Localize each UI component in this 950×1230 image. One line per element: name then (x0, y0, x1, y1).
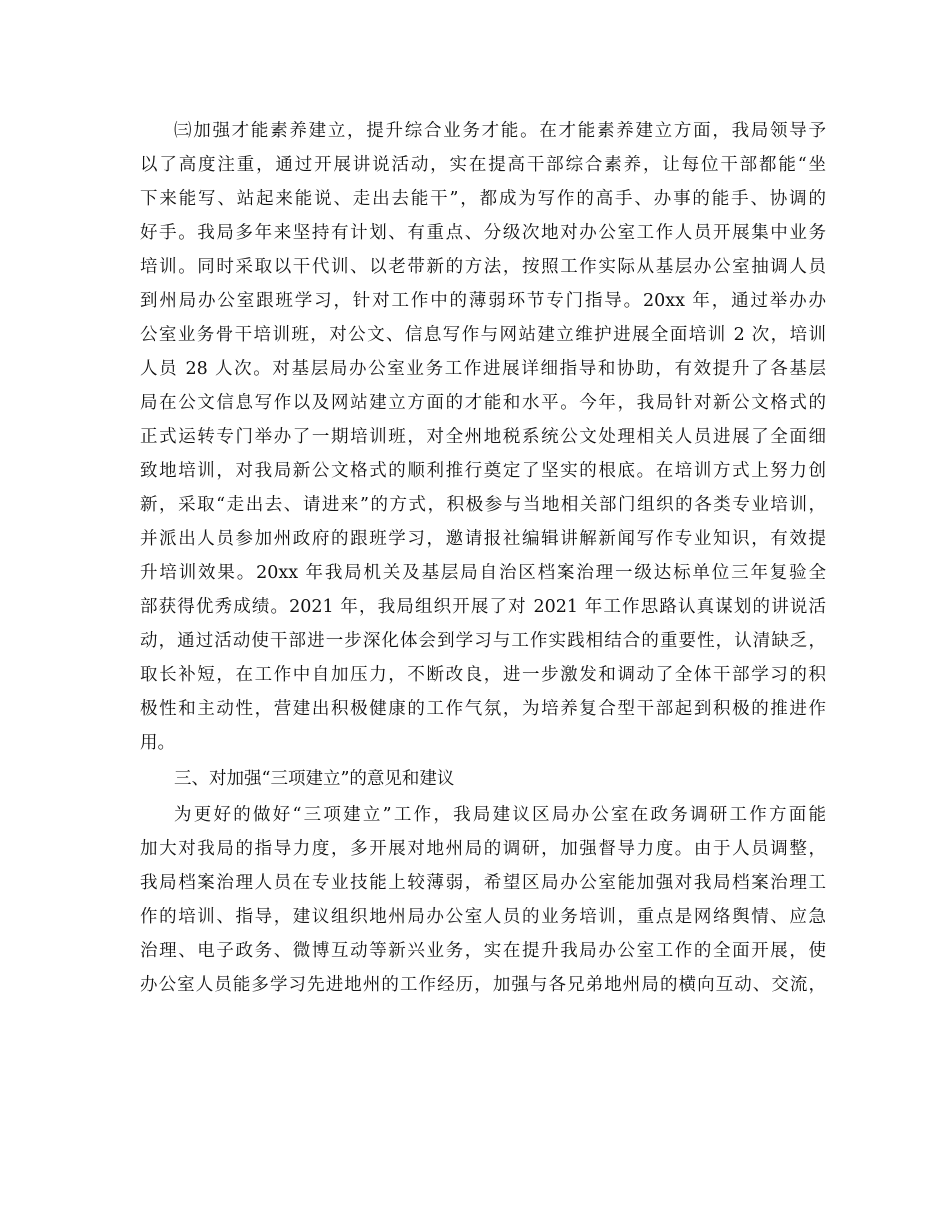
paragraph-1-line-14: 升培训效果。20xx 年我局机关及基层局自治区档案治理一级达标单位三年复验全 (140, 563, 826, 583)
paragraph-1-line-6: 到州局办公室跟班学习，针对工作中的薄弱环节专门指导。20xx 年，通过举办办 (140, 291, 826, 311)
paragraph-1-line-19: 用。 (140, 733, 175, 753)
paragraph-1-line-11: 致地培训，对我局新公文格式的顺利推行奠定了坚实的根底。在培训方式上努力创 (140, 461, 826, 481)
paragraph-1-line-13: 并派出人员参加州政府的跟班学习，邀请报社编辑讲解新闻写作专业知识，有效提 (140, 529, 826, 549)
paragraph-2-line-5: 治理、电子政务、微博互动等新兴业务，实在提升我局办公室工作的全面开展，使 (140, 941, 826, 961)
paragraph-1-line-18: 极性和主动性，营建出积极健康的工作气氛，为培养复合型干部起到积极的推进作 (140, 699, 826, 719)
paragraph-1-line-3: 下来能写、站起来能说、走出去能干”，都成为写作的高手、办事的能手、协调的 (140, 189, 826, 209)
section-heading-3: 三、对加强“三项建立”的意见和建议 (174, 769, 455, 789)
paragraph-1-line-8: 人员 28 人次。对基层局办公室业务工作进展详细指导和协助，有效提升了各基层 (140, 359, 826, 379)
paragraph-2-line-1: 为更好的做好“三项建立”工作，我局建议区局办公室在政务调研工作方面能 (174, 805, 826, 825)
paragraph-1-line-17: 取长补短，在工作中自加压力，不断改良，进一步激发和调动了全体干部学习的积 (140, 665, 826, 685)
paragraph-2-line-3: 我局档案治理人员在专业技能上较薄弱，希望区局办公室能加强对我局档案治理工 (140, 873, 826, 893)
paragraph-2-line-4: 作的培训、指导，建议组织地州局办公室人员的业务培训，重点是网络舆情、应急 (140, 907, 826, 927)
paragraph-2-line-2: 加大对我局的指导力度，多开展对地州局的调研，加强督导力度。由于人员调整， (140, 839, 826, 859)
paragraph-1-line-2: 以了高度注重，通过开展讲说活动，实在提高干部综合素养，让每位干部都能“坐 (140, 155, 826, 175)
paragraph-1-line-9: 局在公文信息写作以及网站建立方面的才能和水平。今年，我局针对新公文格式的 (140, 393, 826, 413)
paragraph-1-line-10: 正式运转专门举办了一期培训班，对全州地税系统公文处理相关人员进展了全面细 (140, 427, 826, 447)
paragraph-1-line-7: 公室业务骨干培训班，对公文、信息写作与网站建立维护进展全面培训 2 次，培训 (140, 325, 826, 345)
paragraph-1-line-16: 动，通过活动使干部进一步深化体会到学习与工作实践相结合的重要性，认清缺乏， (140, 631, 826, 651)
paragraph-1-line-4: 好手。我局多年来坚持有计划、有重点、分级次地对办公室工作人员开展集中业务 (140, 223, 826, 243)
paragraph-2-line-6: 办公室人员能多学习先进地州的工作经历，加强与各兄弟地州局的横向互动、交流， (140, 975, 826, 995)
paragraph-1-line-5: 培训。同时采取以干代训、以老带新的方法，按照工作实际从基层办公室抽调人员 (140, 257, 826, 277)
paragraph-1-line-1: ㈢加强才能素养建立，提升综合业务才能。在才能素养建立方面，我局领导予 (174, 121, 826, 141)
paragraph-1-line-12: 新，采取“走出去、请进来”的方式，积极参与当地相关部门组织的各类专业培训， (140, 495, 826, 515)
paragraph-1-line-15: 部获得优秀成绩。2021 年，我局组织开展了对 2021 年工作思路认真谋划的讲说活 (140, 597, 826, 617)
